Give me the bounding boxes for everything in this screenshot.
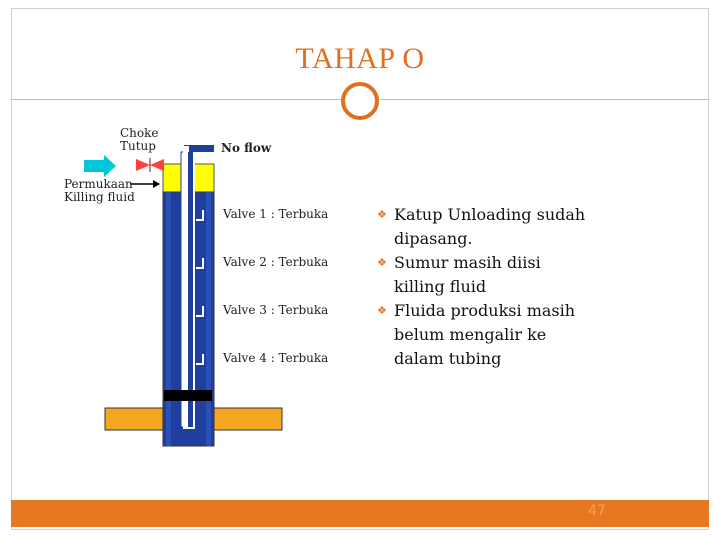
casing-wall-left <box>166 192 171 446</box>
bullet-1-line1: Katup Unloading sudah <box>394 205 586 224</box>
bullet-3-line1: Fluida produksi masih <box>394 301 576 320</box>
bullet-icon: ❖ <box>377 256 387 269</box>
bullet-icon: ❖ <box>377 304 387 317</box>
valve-3-label: Valve 3 : Terbuka <box>223 303 329 317</box>
choke-label-line1: Choke <box>120 126 159 140</box>
bullet-3-line3: dalam tubing <box>394 349 502 368</box>
bullet-2-line2: killing fluid <box>394 277 487 296</box>
choke-label-line2: Tutup <box>120 139 156 153</box>
surface-pointer-head <box>153 180 160 188</box>
packer <box>164 390 212 401</box>
surface-label <box>64 178 135 204</box>
slide-title: TAHAP O <box>295 42 425 75</box>
bullet-list <box>377 203 607 371</box>
bullet-3-line2: belum mengalir ke <box>394 325 547 344</box>
page-number: 47 <box>588 503 606 519</box>
casing-wall-right <box>206 192 211 446</box>
bullet-2-line1: Sumur masih diisi <box>394 253 541 272</box>
inflow-arrow-icon <box>84 155 116 177</box>
bullet-item <box>377 251 607 299</box>
bullet-1-line2: dipasang. <box>394 229 473 248</box>
bullet-icon: ❖ <box>377 208 387 221</box>
valve-4-label: Valve 4 : Terbuka <box>223 351 329 365</box>
surface-label-line2: Killing fluid <box>64 190 135 204</box>
choke-right <box>150 159 164 171</box>
bullet-item <box>377 203 607 251</box>
choke-label <box>120 127 159 153</box>
valve-1-label: Valve 1 : Terbuka <box>223 207 329 221</box>
no-flow-label: No flow <box>221 141 272 155</box>
choke-left <box>136 159 150 171</box>
bullet-item <box>377 299 607 371</box>
surface-label-line1: Permukaan <box>64 177 133 191</box>
valve-2-label: Valve 2 : Terbuka <box>223 255 329 269</box>
